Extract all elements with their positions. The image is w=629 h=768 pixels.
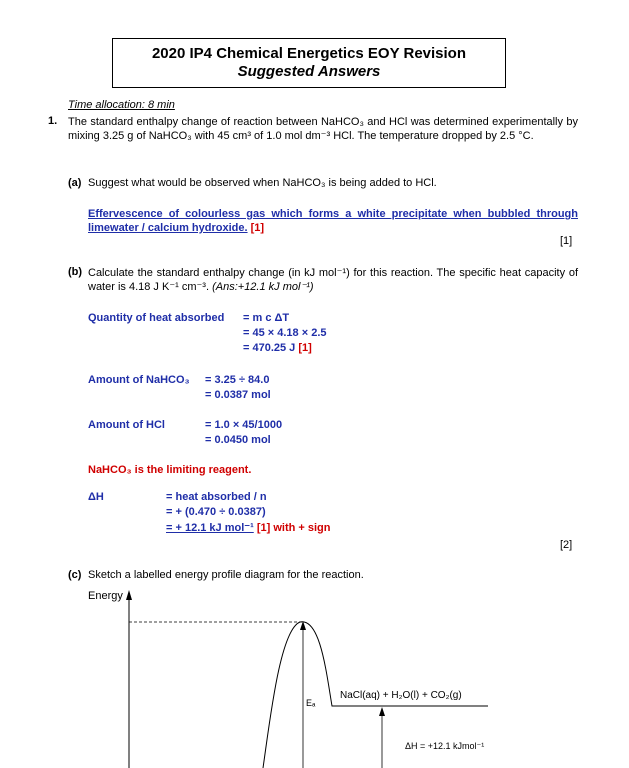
time-allocation: Time allocation: 8 min <box>68 99 175 111</box>
part-a-question: Suggest what would be observed when NaHCO₃ is being added to HCl. <box>88 177 437 189</box>
part-b-marks: [2] <box>560 539 573 551</box>
enthalpy-note: with + sign <box>273 522 331 534</box>
part-c-label: (c) <box>68 569 82 581</box>
heat-line-2: = 45 × 4.18 × 2.5 <box>243 327 327 339</box>
heat-mark: [1] <box>298 342 312 354</box>
page-title: 2020 IP4 Chemical Energetics EOY Revision <box>151 45 467 62</box>
nahco3-amount-label: Amount of NaHCO₃ <box>88 374 190 386</box>
question-text: The standard enthalpy change of reaction between NaHCO₃ and HCl was determined experimentally by mixing 3.25 g of NaHCO₃ with 45 cm³ of 1.0 mol dm⁻³ HCl. The temperature dropped by 2.5 °C. <box>68 116 578 142</box>
part-a-label: (a) <box>68 177 82 189</box>
enthalpy-mark: [1] <box>256 522 271 534</box>
part-a-answer: Effervescence of colourless gas which forms a white precipitate when bubbled through limewater / calcium hydroxide. <box>88 208 578 234</box>
part-c-question: Sketch a labelled energy profile diagram for the reaction. <box>88 569 364 581</box>
page-subtitle: Suggested Answers <box>237 63 381 80</box>
part-a-answer-mark: [1] <box>250 222 265 234</box>
enthalpy-line-2: = + (0.470 ÷ 0.0387) <box>166 506 266 518</box>
hcl-amount-label: Amount of HCl <box>88 419 165 431</box>
nahco3-line-2: = 0.0387 mol <box>205 389 271 401</box>
enthalpy-change-label: ΔH = +12.1 kJmol⁻¹ <box>405 741 485 751</box>
hcl-line-2: = 0.0450 mol <box>205 434 271 446</box>
enthalpy-line-3: = + 12.1 kJ mol⁻¹ <box>166 522 254 534</box>
y-axis-arrow <box>126 590 132 600</box>
question-number: 1. <box>48 115 58 127</box>
heat-line-3: = 470.25 J <box>243 342 296 354</box>
dh-arrow-head <box>379 707 385 716</box>
energy-axis-label: Energy <box>88 590 123 602</box>
heat-line-1: = m c ΔT <box>243 312 290 324</box>
part-b-answer-hint: (Ans:+12.1 kJ mol⁻¹) <box>212 281 314 293</box>
nahco3-line-1: = 3.25 ÷ 84.0 <box>205 374 270 386</box>
products-label: NaCl(aq) + H₂O(l) + CO₂(g) <box>340 690 462 701</box>
part-b-question: Calculate the standard enthalpy change (in kJ mol⁻¹) for this reaction. The specific heat capacity of water is 4.18 J K⁻¹ cm⁻³. <box>88 267 578 293</box>
limiting-reagent: NaHCO₃ is the limiting reagent. <box>88 464 252 476</box>
enthalpy-label: ΔH <box>88 491 104 503</box>
part-b-label: (b) <box>68 266 83 278</box>
enthalpy-line-1: = heat absorbed / n <box>166 491 267 503</box>
part-a-marks: [1] <box>560 235 573 247</box>
activation-energy-label: Eₐ <box>306 698 316 708</box>
heat-label: Quantity of heat absorbed <box>88 312 225 324</box>
hcl-line-1: = 1.0 × 45/1000 <box>205 419 283 431</box>
